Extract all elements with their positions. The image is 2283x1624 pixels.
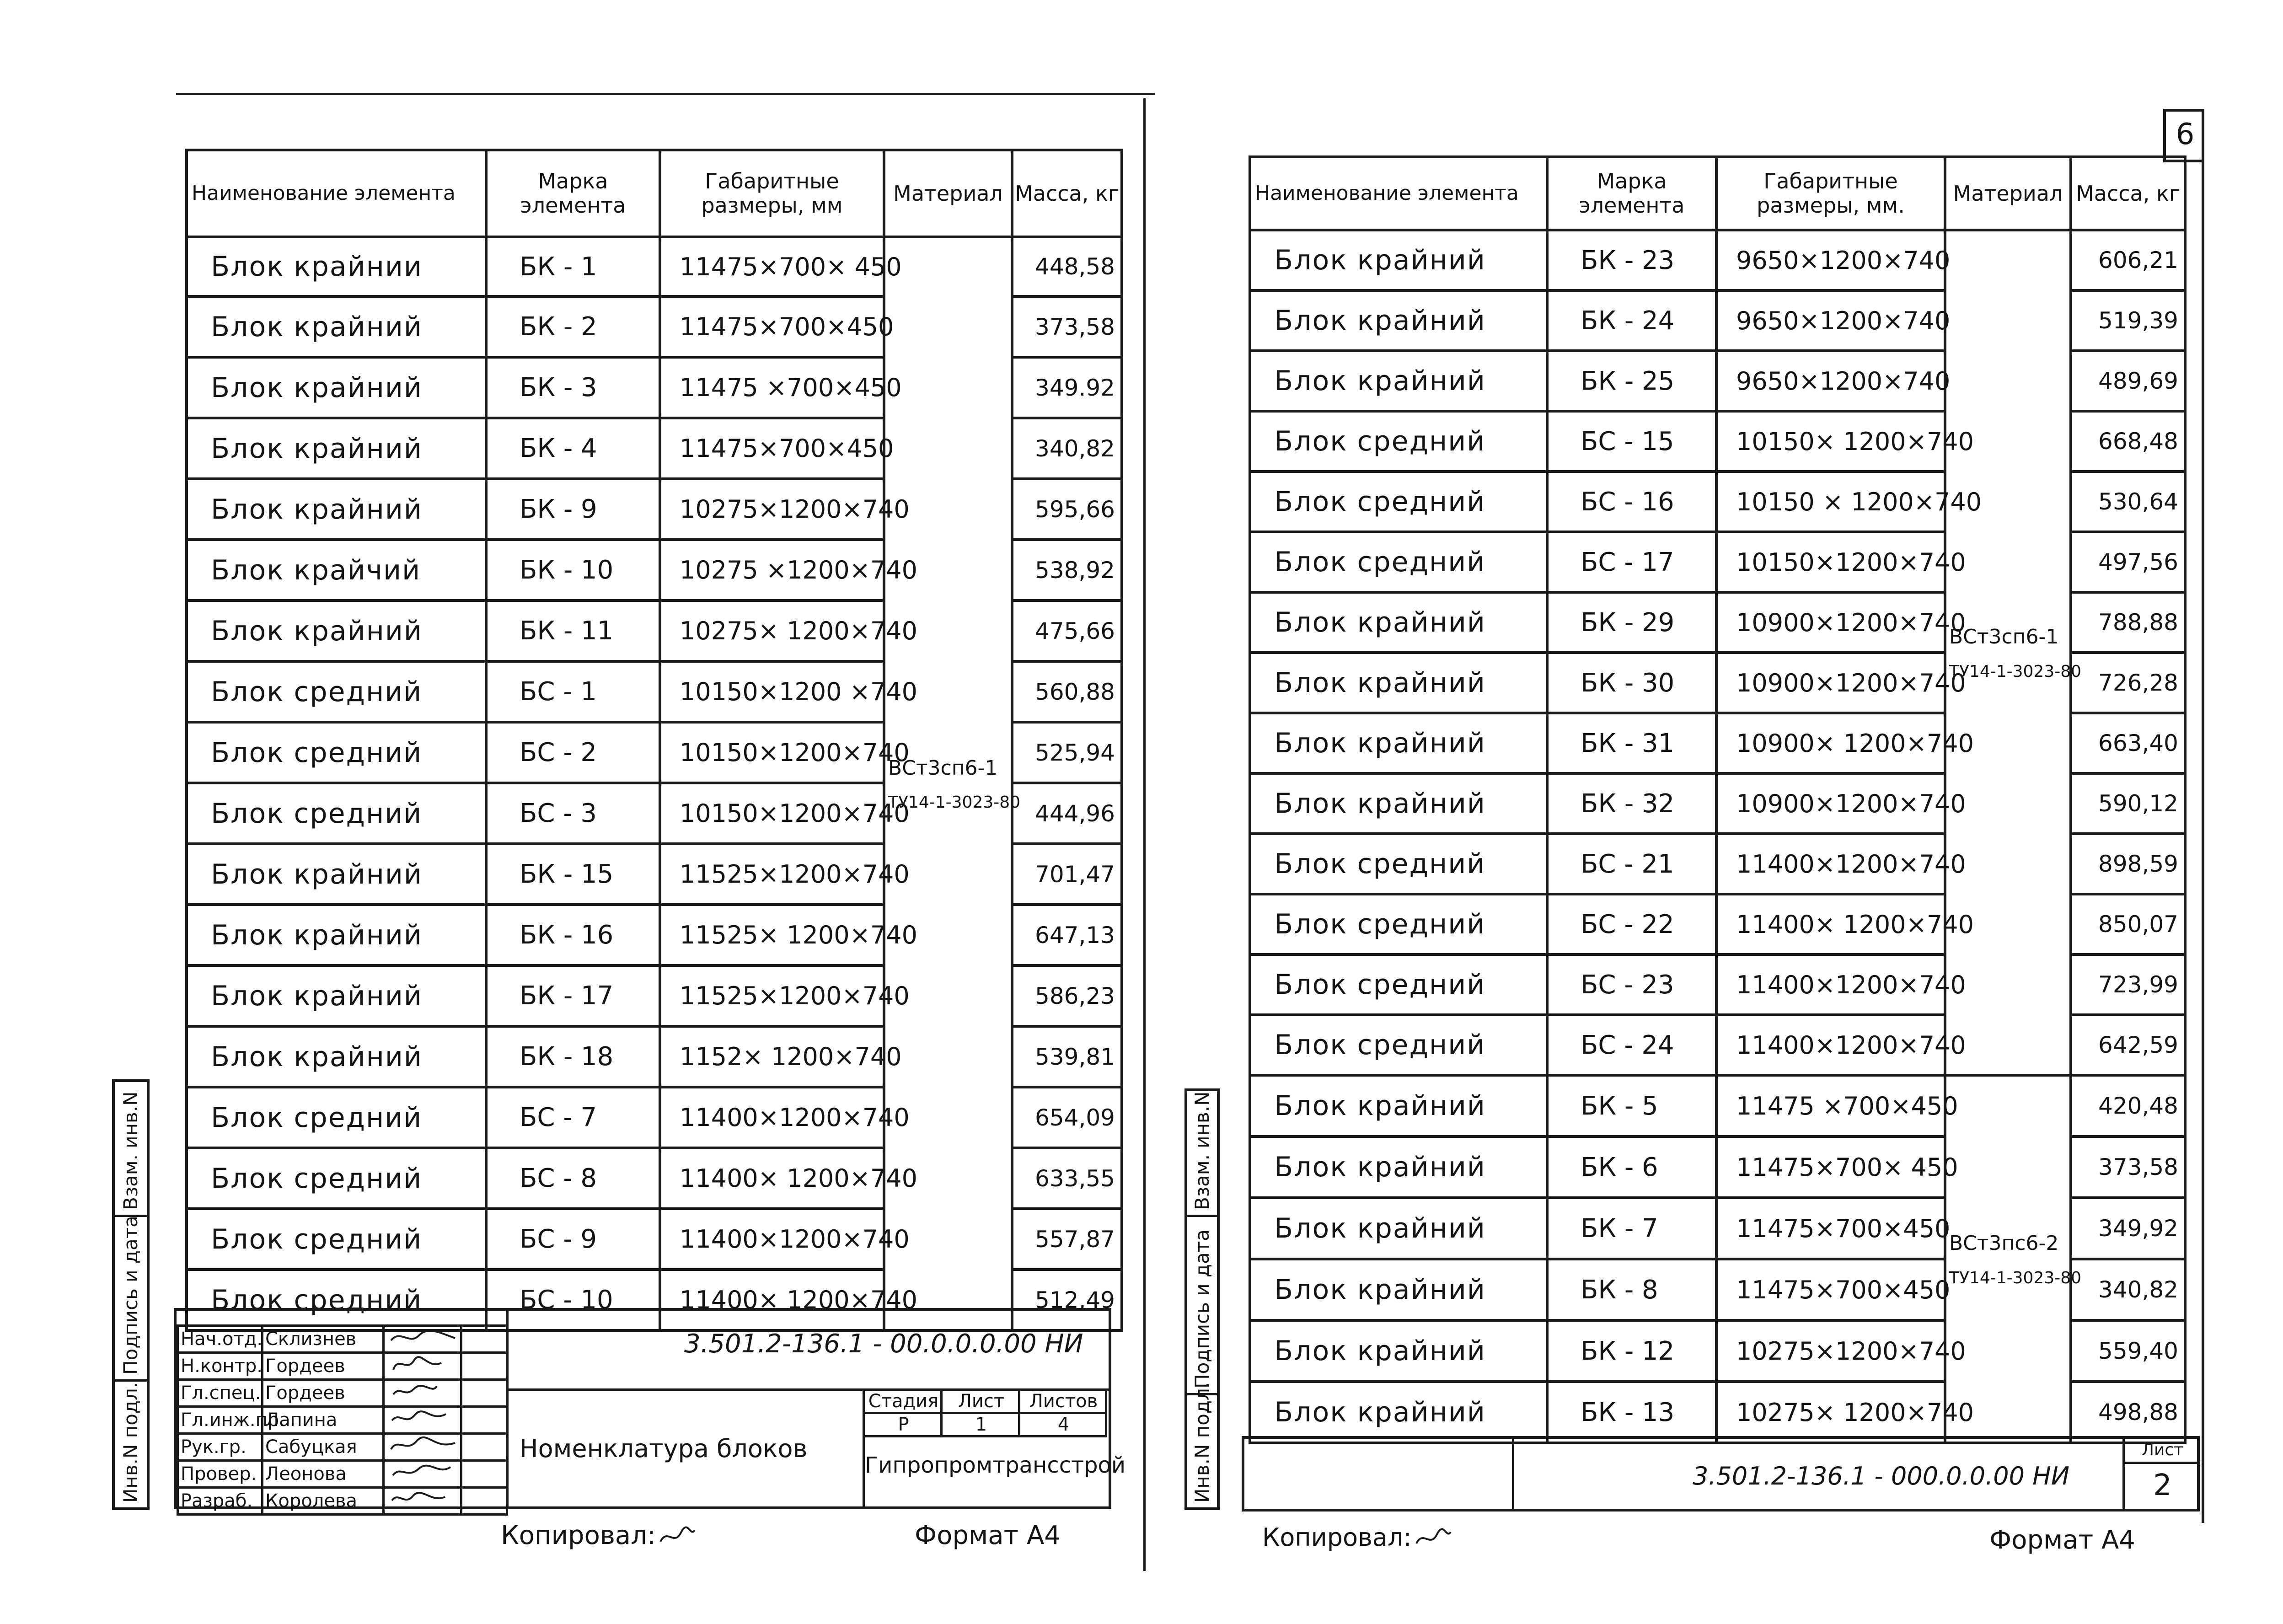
row-mark: БК - 25 (1547, 351, 1716, 411)
side-label-inv: Инв.N подл. (119, 1382, 142, 1503)
row-name: Блок крайний (187, 600, 486, 661)
row-mass: 512,49 (1012, 1270, 1122, 1330)
format-label-left: Формат А4 (915, 1521, 1061, 1550)
row-name: Блок крайний (1250, 1075, 1547, 1136)
right-title-block (1242, 1436, 2200, 1511)
row-dims: 11400×1200×740 (1716, 954, 1945, 1015)
sheet-value: 1 (942, 1413, 1019, 1436)
row-dims: 1152× 1200×740 (660, 1026, 884, 1087)
row-name: Блок средний (1250, 1015, 1547, 1075)
sheet-label: Лист (942, 1390, 1019, 1413)
row-dims: 11400×1200×740 (660, 1087, 884, 1148)
right-side-binding-strip (1184, 1088, 1220, 1510)
row-name: Блок средний (187, 1087, 486, 1148)
row-name: Блок средний (1250, 411, 1547, 472)
row-dims: 10275 ×1200×740 (660, 540, 884, 600)
stage-value: Р (864, 1413, 942, 1436)
signature-cell (384, 1461, 461, 1488)
row-dims: 9650×1200×740 (1716, 230, 1945, 290)
row-name: Блок крайний (1250, 351, 1547, 411)
header-dims: Габаритные размеры, мм (660, 150, 884, 237)
stamp-role: Провер. (178, 1461, 263, 1488)
row-mass: 519,39 (2071, 290, 2185, 351)
stamp-person: Сабуцкая (263, 1434, 384, 1461)
material-grade: ВСт3сп6-1 (1949, 625, 2059, 649)
row-mark: БК - 30 (1547, 653, 1716, 713)
row-mark: БК - 7 (1547, 1198, 1716, 1259)
row-mass: 595,66 (1012, 479, 1122, 540)
stamp-role: Рук.гр. (178, 1434, 263, 1461)
row-dims: 11475×700×450 (660, 296, 884, 357)
row-dims: 10900×1200×740 (1716, 592, 1945, 653)
row-mark: БК - 24 (1547, 290, 1716, 351)
row-dims: 10900× 1200×740 (1716, 713, 1945, 773)
stamp-role: Н.контр. (178, 1353, 263, 1380)
row-mass: 898,59 (2071, 834, 2185, 894)
signature-cell (384, 1353, 461, 1380)
row-mark: БС - 24 (1547, 1015, 1716, 1075)
row-dims: 11400×1200×740 (660, 1209, 884, 1270)
row-mass: 340,82 (2071, 1259, 2185, 1320)
row-name: Блок крайний (1250, 290, 1547, 351)
row-name: Блок крайнии (187, 237, 486, 296)
page-number: 6 (2176, 118, 2195, 151)
row-mass: 586,23 (1012, 965, 1122, 1026)
signature-mark (386, 1327, 460, 1347)
row-mass: 606,21 (2071, 230, 2185, 290)
right-material-cell-1 (1945, 230, 2082, 1075)
row-mark: БС - 2 (486, 722, 660, 783)
row-mass: 340,82 (1012, 418, 1122, 479)
row-dims: 11400× 1200×740 (660, 1148, 884, 1209)
row-name: Блок крайний (187, 844, 486, 905)
row-name: Блок средний (187, 722, 486, 783)
row-mass: 788,88 (2071, 592, 2185, 653)
row-name: Блок крайний (1250, 1259, 1547, 1320)
row-mark: БС - 23 (1547, 954, 1716, 1015)
header-mass: Масса, кг (1012, 150, 1122, 237)
row-name: Блок средний (1250, 894, 1547, 954)
stamp-role: Гл.спец. (178, 1380, 263, 1407)
row-mark: БК - 10 (486, 540, 660, 600)
row-mark: БК - 4 (486, 418, 660, 479)
signature-mark (386, 1381, 460, 1401)
row-name: Блок крайний (1250, 1320, 1547, 1382)
copied-by-label-left (501, 1521, 697, 1551)
copier-signature (1412, 1525, 1453, 1553)
stage-label: Стадия (864, 1390, 942, 1413)
row-dims: 11400× 1200×740 (660, 1270, 884, 1330)
signature-cell (384, 1380, 461, 1407)
row-mark: БС - 22 (1547, 894, 1716, 954)
row-name: Блок средний (187, 783, 486, 844)
signature-mark (386, 1435, 460, 1455)
row-mass: 420,48 (2071, 1075, 2185, 1136)
row-dims: 10150 × 1200×740 (1716, 472, 1945, 532)
row-name: Блок крайний (187, 418, 486, 479)
sheet-title: Номенклатура блоков (520, 1434, 808, 1463)
row-mass: 530,64 (2071, 472, 2185, 532)
side-label-swap: Взам. инв.N (1191, 1091, 1213, 1210)
row-mark: БК - 12 (1547, 1320, 1716, 1382)
row-mark: БК - 6 (1547, 1136, 1716, 1198)
row-name: Блок крайний (1250, 653, 1547, 713)
row-dims: 10150×1200 ×740 (660, 661, 884, 722)
stage-table (863, 1388, 1107, 1437)
row-name: Блок крайний (187, 357, 486, 418)
signature-mark (386, 1462, 460, 1482)
row-name: Блок средний (187, 661, 486, 722)
row-dims: 11475 ×700×450 (660, 357, 884, 418)
signature-mark (386, 1408, 460, 1428)
stamp-role: Нач.отд. (178, 1326, 263, 1353)
row-dims: 9650×1200×740 (1716, 290, 1945, 351)
copied-by-text: Копировал: (1262, 1523, 1412, 1552)
stamp-role: Разраб. (178, 1488, 263, 1515)
material-grade: ВСт3пс6-2 (1949, 1232, 2059, 1255)
row-dims: 11475×700× 450 (1716, 1136, 1945, 1198)
row-mark: БК - 17 (486, 965, 660, 1026)
row-mark: БС - 3 (486, 783, 660, 844)
row-dims: 10150×1200×740 (660, 783, 884, 844)
header-name: Наименование элемента (187, 150, 486, 237)
row-mass: 633,55 (1012, 1148, 1122, 1209)
stamp-person: Гордеев (263, 1353, 384, 1380)
row-mark: БС - 21 (1547, 834, 1716, 894)
row-mass: 448,58 (1012, 237, 1122, 296)
row-mark: БК - 5 (1547, 1075, 1716, 1136)
page-number-box (2163, 109, 2204, 162)
organization-name: Гипропромтрансстрой (865, 1452, 1126, 1478)
row-mark: БК - 15 (486, 844, 660, 905)
row-mark: БК - 29 (1547, 592, 1716, 653)
stamp-person: Склизнев (263, 1326, 384, 1353)
row-name: Блок крайний (187, 479, 486, 540)
row-mass: 444,96 (1012, 783, 1122, 844)
row-dims: 10275×1200×740 (1716, 1320, 1945, 1382)
left-nomenclature-table (185, 149, 1123, 1332)
row-name: Блок крайний (1250, 1382, 1547, 1443)
signature-cell (384, 1407, 461, 1434)
row-name: Блок средний (1250, 954, 1547, 1015)
row-dims: 11475×700×450 (1716, 1198, 1945, 1259)
row-dims: 11400×1200×740 (1716, 1015, 1945, 1075)
row-mass: 701,47 (1012, 844, 1122, 905)
stamp-role: Гл.инж.пр. (178, 1407, 263, 1434)
row-dims: 11475×700× 450 (660, 237, 884, 296)
copied-by-text: Копировал: (501, 1521, 656, 1550)
row-name: Блок крайчий (187, 540, 486, 600)
row-mark: БК - 3 (486, 357, 660, 418)
row-name: Блок крайний (1250, 713, 1547, 773)
right-nomenclature-table (1249, 155, 2187, 1444)
row-dims: 10275× 1200×740 (660, 600, 884, 661)
row-mark: БК - 31 (1547, 713, 1716, 773)
document-code: 3.501.2-136.1 - 00.0.0.0.00 НИ (684, 1329, 1083, 1359)
row-dims: 9650×1200×740 (1716, 351, 1945, 411)
row-dims: 11525×1200×740 (660, 844, 884, 905)
row-mark: БК - 8 (1547, 1259, 1716, 1320)
row-mark: БС - 10 (486, 1270, 660, 1330)
row-dims: 11475×700×450 (1716, 1259, 1945, 1320)
row-mark: БС - 16 (1547, 472, 1716, 532)
row-dims: 10150×1200×740 (660, 722, 884, 783)
row-name: Блок средний (1250, 834, 1547, 894)
right-material-cell-2 (1945, 1075, 2082, 1443)
sheet-number-value: 2 (2153, 1469, 2172, 1502)
row-dims: 10150× 1200×740 (1716, 411, 1945, 472)
row-mass: 668,48 (2071, 411, 2185, 472)
stamp-person: Королева (263, 1488, 384, 1515)
row-mark: БК - 11 (486, 600, 660, 661)
signature-cell (384, 1434, 461, 1461)
row-mark: БС - 8 (486, 1148, 660, 1209)
header-dims: Габаритные размеры, мм. (1716, 157, 1945, 230)
row-dims: 11400× 1200×740 (1716, 894, 1945, 954)
row-mass: 663,40 (2071, 713, 2185, 773)
row-mark: БС - 7 (486, 1087, 660, 1148)
row-mass: 557,87 (1012, 1209, 1122, 1270)
row-dims: 10275× 1200×740 (1716, 1382, 1945, 1443)
row-mass: 539,81 (1012, 1026, 1122, 1087)
row-mark: БС - 1 (486, 661, 660, 722)
row-mass: 475,66 (1012, 600, 1122, 661)
row-mark: БК - 9 (486, 479, 660, 540)
row-dims: 11525×1200×740 (660, 965, 884, 1026)
row-name: Блок средний (187, 1270, 486, 1330)
row-mass: 538,92 (1012, 540, 1122, 600)
row-mass: 373,58 (1012, 296, 1122, 357)
row-mark: БС - 15 (1547, 411, 1716, 472)
row-mark: БС - 9 (486, 1209, 660, 1270)
row-name: Блок крайний (1250, 230, 1547, 290)
copier-signature (656, 1523, 697, 1551)
center-fold-line (1143, 98, 1146, 1571)
top-rule (176, 93, 1155, 95)
material-standard: ТУ14-1-3023-80 (1949, 1268, 2082, 1287)
sheet-number-box (2122, 1439, 2200, 1510)
signature-mark (386, 1354, 460, 1374)
side-label-sign: Подпись и дата (1191, 1229, 1213, 1388)
row-mark: БК - 1 (486, 237, 660, 296)
row-dims: 10275×1200×740 (660, 479, 884, 540)
stamp-person: Гордеев (263, 1380, 384, 1407)
row-mass: 726,28 (2071, 653, 2185, 713)
sheets-value: 4 (1019, 1413, 1106, 1436)
row-name: Блок средний (1250, 532, 1547, 592)
row-mass: 498,88 (2071, 1382, 2185, 1443)
header-material: Материал (884, 150, 1012, 237)
row-name: Блок крайний (1250, 592, 1547, 653)
row-mass: 654,09 (1012, 1087, 1122, 1148)
side-label-inv: Инв.N подл. (1191, 1382, 1213, 1503)
header-name: Наименование элемента (1250, 157, 1547, 230)
material-standard: ТУ14-1-3023-80 (888, 793, 1021, 812)
row-mark: БК - 13 (1547, 1382, 1716, 1443)
material-grade: ВСт3сп6-1 (888, 756, 998, 780)
row-mass: 642,59 (2071, 1015, 2185, 1075)
signature-cell (384, 1488, 461, 1515)
row-name: Блок крайний (1250, 773, 1547, 834)
right-border-line (2202, 110, 2204, 1523)
side-label-sign: Подпись и дата (119, 1216, 142, 1375)
stamp-person: Лапина (263, 1407, 384, 1434)
row-name: Блок крайний (187, 1026, 486, 1087)
row-mass: 373,58 (2071, 1136, 2185, 1198)
row-mass: 560,88 (1012, 661, 1122, 722)
signature-mark (386, 1489, 460, 1509)
copied-by-label-right (1262, 1523, 1453, 1553)
row-name: Блок средний (1250, 472, 1547, 532)
row-dims: 10150×1200×740 (1716, 532, 1945, 592)
header-mark: Марка элемента (486, 150, 660, 237)
stamp-person: Леонова (263, 1461, 384, 1488)
row-mark: БК - 18 (486, 1026, 660, 1087)
row-name: Блок крайний (1250, 1198, 1547, 1259)
stamp-signatures-table (177, 1324, 508, 1516)
row-dims: 11475 ×700×450 (1716, 1075, 1945, 1136)
row-dims: 10900×1200×740 (1716, 773, 1945, 834)
header-mass: Масса, кг (2071, 157, 2185, 230)
document-code-right: 3.501.2-136.1 - 000.0.0.00 НИ (1693, 1462, 2070, 1490)
row-mark: БК - 32 (1547, 773, 1716, 834)
format-label-right: Формат А4 (1989, 1525, 2135, 1555)
row-dims: 11400×1200×740 (1716, 834, 1945, 894)
left-title-block (174, 1308, 1126, 1511)
row-mass: 647,13 (1012, 905, 1122, 965)
header-mark: Марка элемента (1547, 157, 1716, 230)
row-name: Блок крайний (1250, 1136, 1547, 1198)
row-mass: 850,07 (2071, 894, 2185, 954)
material-standard: ТУ14-1-3023-80 (1949, 662, 2082, 681)
row-mass: 349,92 (2071, 1198, 2185, 1259)
header-material: Материал (1945, 157, 2071, 230)
row-mass: 349.92 (1012, 357, 1122, 418)
row-name: Блок крайний (187, 296, 486, 357)
row-mass: 590,12 (2071, 773, 2185, 834)
row-mass: 559,40 (2071, 1320, 2185, 1382)
row-dims: 10900×1200×740 (1716, 653, 1945, 713)
row-dims: 11525× 1200×740 (660, 905, 884, 965)
signature-cell (384, 1326, 461, 1353)
row-mass: 489,69 (2071, 351, 2185, 411)
sheet-number-label: Лист (2125, 1439, 2200, 1464)
row-mark: БК - 2 (486, 296, 660, 357)
left-side-binding-strip (112, 1079, 150, 1510)
row-mass: 497,56 (2071, 532, 2185, 592)
row-mark: БК - 23 (1547, 230, 1716, 290)
row-name: Блок крайний (187, 965, 486, 1026)
row-mark: БК - 16 (486, 905, 660, 965)
row-name: Блок средний (187, 1148, 486, 1209)
side-label-swap: Взам. инв.N (119, 1091, 142, 1210)
row-name: Блок крайний (187, 905, 486, 965)
row-name: Блок средний (187, 1209, 486, 1270)
row-mass: 723,99 (2071, 954, 2185, 1015)
row-mark: БС - 17 (1547, 532, 1716, 592)
row-mass: 525,94 (1012, 722, 1122, 783)
sheets-label: Листов (1019, 1390, 1106, 1413)
row-dims: 11475×700×450 (660, 418, 884, 479)
